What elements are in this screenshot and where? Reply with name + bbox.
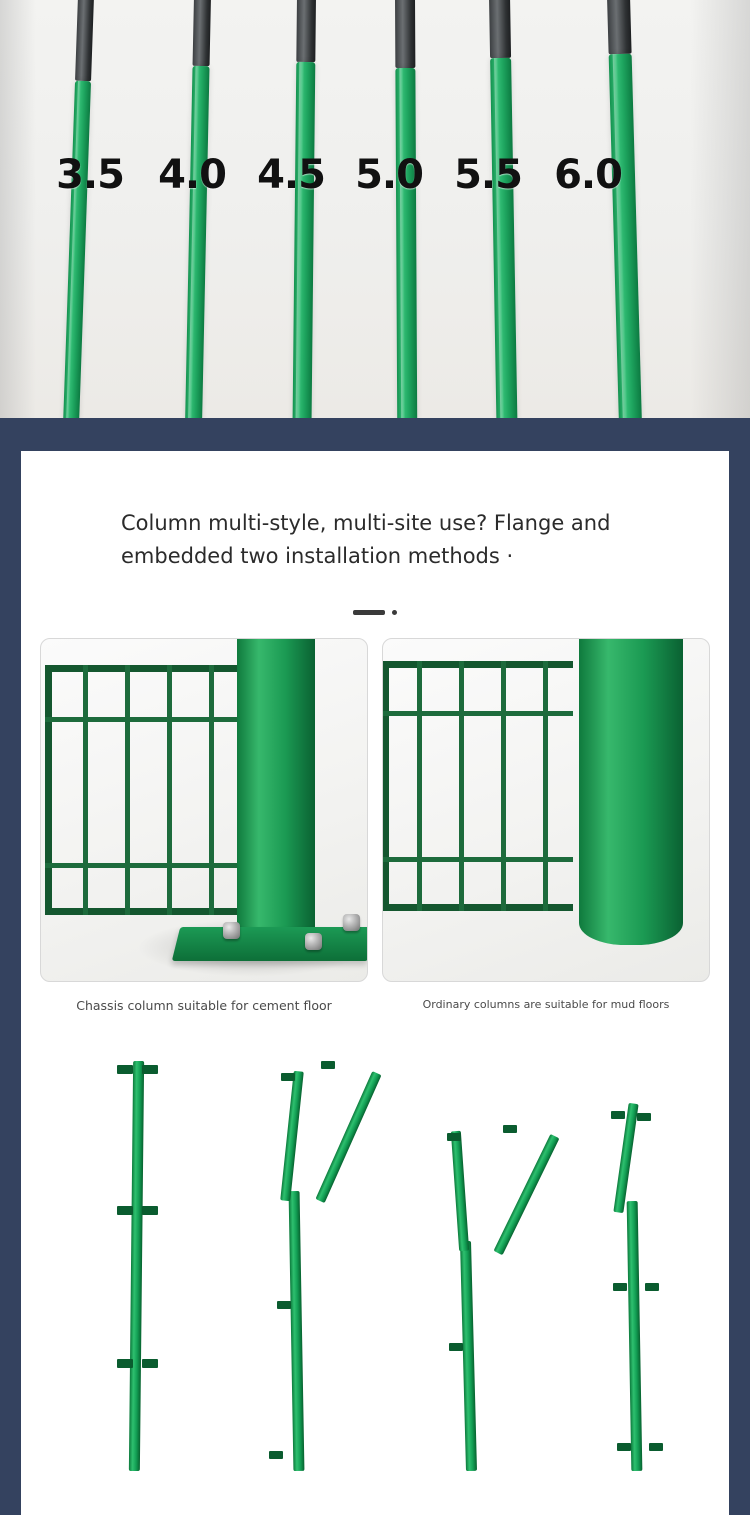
wire-coating	[63, 81, 91, 418]
gauge-label: 3.5	[56, 152, 124, 198]
anchor-bolt	[343, 914, 360, 931]
wire-mesh-panel	[45, 665, 245, 915]
gauge-label: 5.5	[454, 152, 522, 198]
photo-vignette-right	[690, 0, 750, 418]
wire-coating	[293, 62, 316, 418]
wire-sample-6	[607, 0, 642, 418]
flange-base-column-photo	[40, 638, 368, 982]
wire-sample-3	[293, 0, 316, 418]
flange-base-plate	[172, 927, 368, 961]
gauge-label: 4.5	[257, 152, 325, 198]
green-column	[237, 639, 315, 933]
gauge-label: 5.0	[355, 152, 423, 198]
photo-vignette-left	[0, 0, 36, 418]
wire-sample-1	[63, 0, 94, 418]
gauge-label-row	[0, 152, 750, 198]
wire-tip	[296, 0, 316, 62]
v-branch-column	[433, 1111, 543, 1471]
section-divider	[347, 610, 403, 615]
anchor-bolt	[223, 922, 240, 939]
wire-tip	[193, 0, 211, 66]
straight-column	[111, 1051, 171, 1471]
wire-sample-4	[395, 0, 417, 418]
wire-tip	[607, 0, 632, 54]
wire-sample-5	[489, 0, 517, 418]
y-branch-column	[259, 1051, 369, 1471]
divider-bar-icon	[353, 610, 385, 615]
caption-row	[21, 982, 729, 1013]
photo-caption: Chassis column suitable for cement floor	[76, 998, 332, 1013]
wire-tip	[395, 0, 415, 68]
anchor-bolt	[305, 933, 322, 950]
divider-dot-icon	[392, 610, 397, 615]
column-style-lineup	[21, 1041, 729, 1471]
navy-band	[0, 418, 750, 1515]
gauge-label: 4.0	[158, 152, 226, 198]
wire-tip	[75, 0, 94, 81]
wire-coating	[185, 66, 209, 418]
bent-top-column	[593, 1091, 683, 1471]
wire-coating	[490, 58, 517, 418]
green-round-column	[579, 639, 683, 945]
wire-coating	[395, 68, 417, 418]
wire-sample-2	[185, 0, 211, 418]
wire-tip	[489, 0, 511, 58]
photo-row	[21, 615, 729, 982]
gauge-label: 6.0	[554, 152, 622, 198]
photo-caption: Ordinary columns are suitable for mud floors	[422, 998, 670, 1011]
embedded-column-photo	[382, 638, 710, 982]
wire-mesh-panel	[383, 661, 573, 911]
content-card	[21, 451, 729, 1515]
wire-gauge-photo	[0, 0, 750, 418]
page-title: Column multi-style, multi-site use? Flange and embedded two installation methods ·	[121, 511, 611, 568]
wire-coating	[609, 54, 642, 418]
